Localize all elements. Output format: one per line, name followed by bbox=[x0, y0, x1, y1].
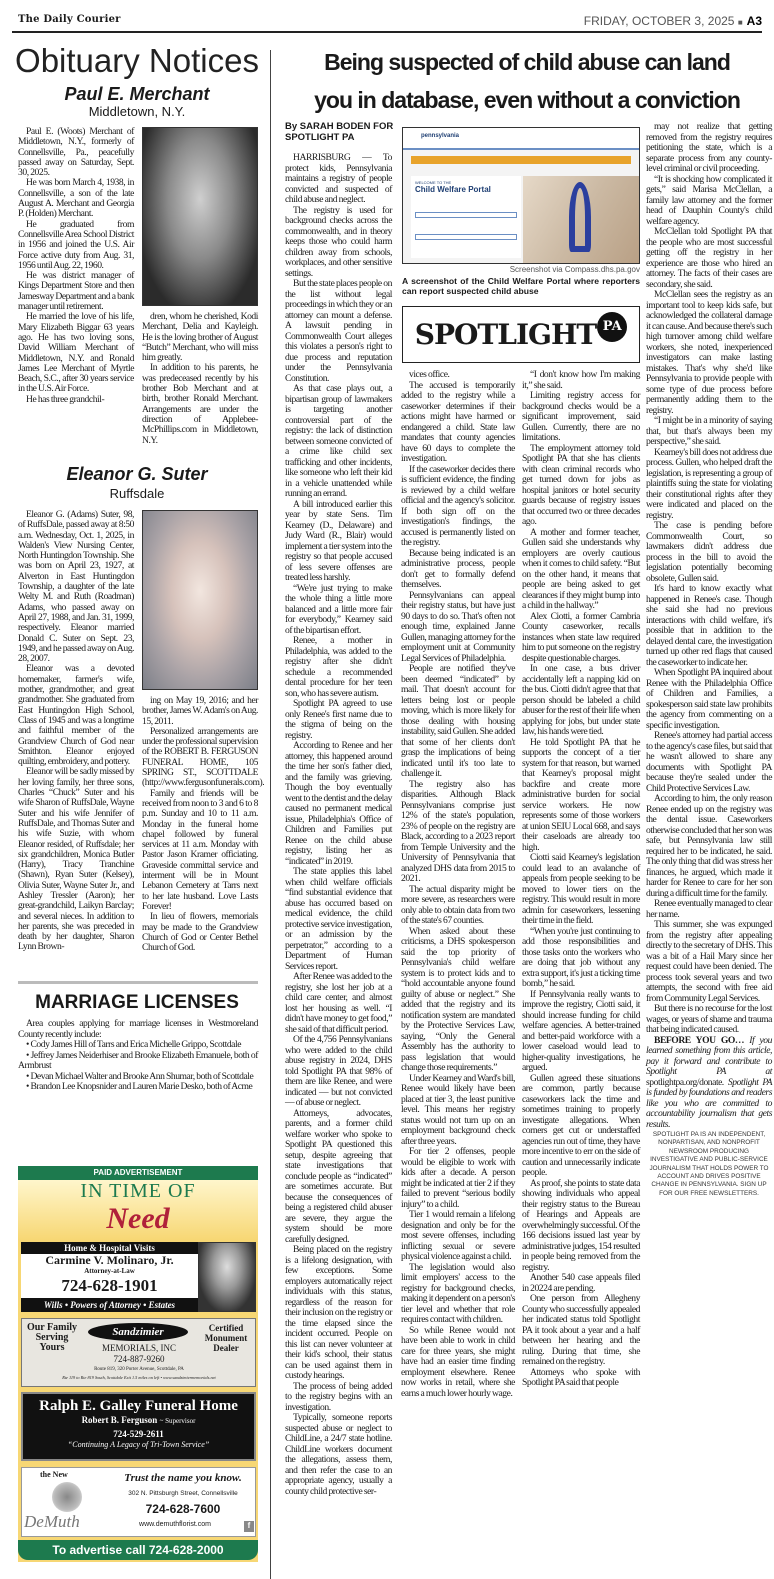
paragraph: After Renee was added to the registry, she lost her job at a child care center, and almost lost her housing as well. “I didn't have money to get food,” she said of that difficult period. bbox=[285, 971, 392, 1035]
portal-screenshot bbox=[402, 127, 640, 264]
paragraph: The case is pending before Commonwealth Court, so lawmakers didn't address due process in the bill to avoid the legislation potentially becoming obsolete, Gullen said. bbox=[646, 520, 772, 584]
logo-text: SPOTLIGHT bbox=[414, 317, 597, 351]
paragraph: Kearney's bill does not address due process. Gullen, who helped draft the legislation, is representing a group of plaintiffs suing the state for violating their constitutional rights after they were indicated and placed on the registry. bbox=[646, 446, 772, 521]
paragraph: The legislation would also limit employers' access to the registry for background checks, making it dependent on a person's tier level and whether that role requires contact with children. bbox=[401, 1261, 515, 1325]
obituary-name: Paul E. Merchant bbox=[64, 84, 210, 104]
article-headline bbox=[282, 42, 772, 82]
facebook-icon[interactable]: f bbox=[244, 1521, 254, 1532]
ad-supervisor-title: ~ Supervisor bbox=[159, 1417, 196, 1425]
spotlight-pa-logo bbox=[402, 306, 640, 363]
byline-line: By SARAH BODEN FOR bbox=[285, 121, 394, 132]
article-column-4 bbox=[646, 122, 772, 1198]
paragraph: Attorneys, advocates, parents, and a former child welfare worker who spoke to Spotlight PA questioned this setup, despite agreeing that state investigations that conclude people as “indicated” are sometimes accurate. But because the consequences of being a registered child abuser are severe, they argue the system should be more carefully designed. bbox=[285, 1107, 392, 1245]
paid-ad-banner: PAID ADVERTISEMENT bbox=[18, 1166, 258, 1180]
ad-tag: Home & Hospital Visits bbox=[21, 1242, 198, 1254]
paragraph: McClellan sees the registry as an important tool to keep kids safe, but acknowledged the collateral damage it can cause. And because there's such high turnover among child welfare workers, she noted, inexperienced investigators can make lasting mistakes. That's why she'd like Pennsylvania to provide people with some type of due process before permanently adding them to the registry. bbox=[646, 289, 772, 416]
in-time-of-need-banner bbox=[18, 1180, 258, 1240]
paragraph: The employment attorney told Spotlight PA that she has clients with clean criminal records who get turned down for jobs as hospital janitors or hotel security guards because of registry issues that occurred two or three decades ago. bbox=[522, 442, 640, 527]
ad-address: 302 N. Pittsburgh Street, Connellsville bbox=[128, 1490, 238, 1497]
obituary-place: Middletown, N.Y. bbox=[88, 104, 186, 119]
paragraph: Under Kearney and Ward's bill, Renee would likely have been placed at tier 3, the least punitive level. This means her registry status would not turn up on an employment background check after three years. bbox=[401, 1072, 515, 1147]
banner-title: IN TIME OF bbox=[80, 1180, 196, 1202]
ad-right-text: Certified Monument Dealer bbox=[204, 1323, 248, 1353]
portal-login-button bbox=[415, 212, 517, 218]
banner-script: Need bbox=[106, 1202, 170, 1235]
flower-icon bbox=[52, 1482, 82, 1512]
paragraph: ing on May 19, 2016; and her brother, James W. Adam's on Aug. 15, 2011. bbox=[142, 695, 258, 727]
paragraph: People are notified they've been deemed “indicated” by mail. That doesn't account for letters being lost or people moving, which is more likely for those dealing with housing instability, said Gullen. She added that some of her clients don't grasp the implications of being indicated until it's too late to challenge it. bbox=[401, 663, 515, 779]
paragraph: The state applies this label when child welfare officials “find substantial evidence that abuse has occurred based on medical evidence, the child protective service investigation, or an admission by the perpetrator,” according to a Department of Human Services report. bbox=[285, 866, 392, 972]
obituary-text bbox=[18, 510, 134, 953]
paragraph: The accused is temporarily added to the registry while a caseworker determines if their actions might have harmed or endangered a child. State law mandates that county agencies have 60 days to complete the investigation. bbox=[401, 379, 515, 464]
paragraph: Personalized arrangements are under the professional supervision of the ROBERT B. FERGUSON FUNERAL HOME, 105 SPRING ST., SCOTTDALE (http://www.fergusonfunerals.com). bbox=[142, 725, 265, 789]
portal-org-button bbox=[415, 234, 517, 240]
image-caption: A screenshot of the Child Welfare Portal where reporters can report suspected child abuse bbox=[402, 276, 640, 296]
paragraph: As proof, she points to state data showing individuals who appeal their registry status to the Bureau of Hearings and Appeals are overwhelmingly successful. Of the 166 decisions issued last year by administrative judges, 154 resulted in people being removed from the registry. bbox=[522, 1177, 640, 1273]
ad-phone: 724-628-7600 bbox=[145, 1502, 221, 1516]
paragraph: Spotlight PA agreed to use only Renee's first name due to the stigma of being on the registry. bbox=[285, 698, 392, 741]
paragraph: For tier 2 offenses, people would be eligible to work with kids after a decade. A person might be indicated at tier 2 if they failed to prevent “serious bodily injury” to a child. bbox=[401, 1146, 515, 1210]
page-number: A3 bbox=[746, 14, 762, 28]
paragraph: Gullen agreed these situations are common, partly because caseworkers lack the time and sometimes training to properly investigate allegations. When corners get cut or understaffed agencies run out of time, they have more incentive to err on the side of caution and unnecessarily indicate people. bbox=[522, 1072, 640, 1178]
newspaper-masthead: The Daily Courier bbox=[18, 14, 121, 25]
byline bbox=[285, 122, 395, 143]
paragraph: Pennsylvanians can appeal their registry status, but have just 90 days to do so. That's often not enough time, explained Janne Gullen, managing attorney for the employment unit at Community Legal Services of Philadelphia. bbox=[401, 589, 515, 664]
obituary-place: Ruffsdale bbox=[109, 486, 165, 501]
paragraph: Renee, a mother in Philadelphia, was added to the registry after she didn't schedule a recommended dental procedure for her teen son, who has severe autism. bbox=[285, 635, 392, 699]
ad-slogan: “Continuing A Legacy of Tri-Town Service” bbox=[67, 1440, 210, 1449]
paragraph: According to Renee and her attorney, this happened around the time her son's father died, and the family was grieving. Though the boy eventually went to the dentist and the delay caused no permanent medical issue, Philadelphia's Office of Children and Families put Renee on the child abuse registry, listing her as “indicated” in 2019. bbox=[285, 740, 392, 867]
paragraph: HARRISBURG — To protect kids, Pennsylvania maintains a registry of people convicted and suspected of child abuse and neglect. bbox=[285, 152, 392, 205]
ad-phone: 724-887-9260 bbox=[113, 1354, 165, 1364]
sandzimier-ad bbox=[21, 1318, 256, 1387]
paragraph: When Spotlight PA inquired about Renee with the Philadelphia Office of Children and Families, a spokesperson said state law prohibits the agency from commenting on a specific investigation. bbox=[646, 667, 772, 731]
demuth-ad bbox=[21, 1467, 256, 1537]
portal-title: Child Welfare Portal bbox=[415, 185, 491, 194]
article-column-1 bbox=[285, 153, 392, 1497]
paragraph: Family and friends will be received from noon to 3 and 6 to 8 p.m. Sunday and 10 to 11 a.m. Monday in the funeral home chapel followed by funeral services at 11 a.m. Monday with Pastor Jason Kramer officiating. Graveside committal service and interment will be in Mount Lebanon Cemetery at Tarrs next to her late husband. Love Lasts Forever! bbox=[142, 787, 258, 912]
portal-welcome: WELCOME TO THE bbox=[415, 180, 452, 185]
paragraph: “I don't know how I'm making it,” she said. bbox=[522, 369, 640, 391]
paragraph: When asked about these criticisms, a DHS spokesperson said the top priority of Pennsylvania's child welfare system is to protect kids and to “hold accountable anyone found guilty of abuse or neglect.” She added that the registry and its notification system are mandated by the Protective Services Law, saying, “Only the General Assembly has the authority to pass legislation that would change those requirements.” bbox=[401, 925, 515, 1073]
spotlight-tagline: SPOTLIGHT PA IS AN INDEPENDENT, NONPARTISAN, AND NONPROFIT NEWSROOM PRODUCING INVESTIGATIVE AND PUBLIC-SERVICE JOURNALISM THAT HOLDS POWER TO ACCOUNT AND DRIVES POSITIVE CHANGE IN PENNSYLVANIA. SIGN UP FOR OUR FREE NEWSLETTERS. bbox=[649, 1131, 769, 1197]
before-you-go-text: . Spotlight PA is funded by foundations and readers like you who are committed to accountability journalism that gets results. bbox=[646, 1076, 772, 1130]
ad-address: Route 819, 320 Porter Avenue, Scottdale, PA bbox=[94, 1367, 184, 1372]
paragraph: may not realize that getting removed from the registry requires petitioning the state, which is a separate process from any county-level criminal or civil proceeding. bbox=[646, 121, 772, 174]
donate-link[interactable]: spotlightpa.org/donate bbox=[646, 1076, 722, 1088]
paragraph: vices office. bbox=[409, 369, 450, 380]
paragraph: He told Spotlight PA that he supports the concept of a tier system for that reason, but warned that Kearney's proposal might backfire and create more administrative burden for social service workers. He now represents some of those workers at union SEIU Local 668, and says their caseloads are already too high. bbox=[522, 736, 640, 853]
paragraph: But there is no recourse for the lost wages, or years of shame and trauma that being indicated caused. bbox=[646, 1003, 772, 1035]
blue-ribbon-icon bbox=[569, 182, 591, 252]
paragraph: Eleanor G. (Adams) Suter, 98, of RuffsDale, passed away at 8:50 a.m. Wednesday, Oct. 1, 2025, in Walden's View Nursing Center, North Huntingdon Township. She was born on April 23, 1927, at Alverton in East Huntingdon Township, a daughter of the late Welty M. and Ruth (Roadman) Adams, who passed away on April 27, 1988, and Jan. 31, 1999, respectively. Eleanor married Donald C. Suter on Sept. 23, 1949, and he passed away on Aug. 28, 2007. bbox=[18, 509, 134, 665]
paragraph: He has three grandchil- bbox=[26, 393, 105, 405]
paragraph: It's hard to know exactly what happened in Renee's case. Though she said she had no previous interactions with child welfare, it's possible that in addition to the delayed dental care, the investigation turned up other red flags that caused the caseworker to indicate her. bbox=[646, 583, 772, 668]
paragraph: • Brandon Lee Knopsnider and Lauren Marie Desko, both of Acme bbox=[26, 1081, 253, 1092]
paragraph: Attorneys who spoke with Spotlight PA said that people bbox=[522, 1366, 640, 1388]
ad-phone: 724-529-2611 bbox=[113, 1429, 164, 1439]
article-column-2 bbox=[401, 370, 515, 1399]
obituary-text bbox=[142, 312, 258, 446]
paragraph: Renee's attorney had partial access to the agency's case files, but said that he wasn't allowed to share any documents with Spotlight PA because they're sealed under the Child Protective Services Law. bbox=[646, 730, 772, 794]
logo-badge: PA bbox=[597, 312, 627, 342]
attorney-photo bbox=[198, 1242, 256, 1312]
ad-slogan: Trust the name you know. bbox=[124, 1472, 242, 1484]
galley-ad bbox=[21, 1392, 256, 1461]
image-credit: Screenshot via Compass.dhs.pa.gov bbox=[509, 265, 640, 274]
paragraph: If Pennsylvania really wants to improve the registry, Ciotti said, it should increase funding for child welfare agencies. A better-trained and better-paid workforce with a lower caseload would lead to higher-quality investigations, he argued. bbox=[522, 988, 640, 1073]
obituary-photo-eleanor bbox=[142, 510, 258, 690]
paragraph: In addition to his parents, he was predeceased recently by his brother Bob Merchant and at birth, brother Ronald Merchant. Arrangements are under the direction of Applebee-McPhillips.com in Middletown, N.Y. bbox=[142, 362, 258, 446]
ad-services: Wills • Powers of Attorney • Estates bbox=[21, 1298, 198, 1312]
paragraph: This summer, she was expunged from the registry after appealing directly to the secretary of DHS. This was a bit of a Hail Mary since her request could have been denied. The process took several years and two attempts, the second with free aid from Community Legal Services. bbox=[646, 919, 772, 1004]
paragraph: Ciotti said Kearney's legislation could lead to an avalanche of appeals from people seeking to be moved to lower tiers on the registry. This would result in more admin for caseworkers, lessening their time in the field. bbox=[522, 852, 640, 926]
paragraph: The registry also has disparities. Although Black Pennsylvanians comprise just 12% of the state's population, 23% of people on the registry are Black, according to a 2023 report from Temple University and the University of Pennsylvania that analyzed DHS data from 2015 to 2021. bbox=[401, 778, 515, 884]
paragraph: Because being indicated is an administrative process, people don't get to formally defend themselves. bbox=[401, 547, 515, 590]
obituary-name: Eleanor G. Suter bbox=[66, 464, 208, 484]
paragraph: He was district manager of Kings Department Store and then Jamesway Department and a bank manager until retirement. bbox=[18, 270, 134, 313]
paragraph: Being placed on the registry is a lifelong designation, with few exceptions. Some employers automatically reject individuals with this status, regardless of the reason for their inclusion on the registry or the time elapsed since the incident occurred. People on this list can never volunteer at their kid's school, their status can be used against them in custody hearings. bbox=[285, 1244, 392, 1381]
paragraph: According to him, the only reason Renee ended up on the registry was the dental issue. Caseworkers otherwise concluded that her son was safe, but Pennsylvania law still required her to be indicated, he said. The only thing that did was stress her finances, he argued, which made it harder for Renee to care for her son during a difficult time for the family. bbox=[646, 793, 772, 899]
paragraph: Renee eventually managed to clear her name. bbox=[646, 898, 772, 920]
portal-welcome-card bbox=[411, 176, 521, 258]
headline-line: Being suspected of child abuse can land bbox=[324, 49, 730, 75]
paragraph: Of the 4,756 Pennsylvanians who were added to the child abuse registry in 2024, DHS told Spotlight PA that 98% of them are like Renee, and were indicated — but not convicted — of abuse or neglect. bbox=[285, 1034, 392, 1108]
paragraph: Paul E. (Woots) Merchant of Middletown, N.Y., formerly of Connellsville, Pa., peacefully passed away on Saturday, Sept. 30, 2025. bbox=[18, 126, 134, 179]
ad-the-new: the New bbox=[40, 1470, 68, 1479]
ad-website[interactable]: www.demuthflorist.com bbox=[139, 1521, 211, 1528]
paragraph: “We're just trying to make the whole thing a little more balanced and a little more fair for everybody,” Kearney said of the bipartisan effort. bbox=[285, 582, 392, 636]
paragraph: One person from Allegheny County who successfully appealed her indicated status told Spotlight PA it took about a year and a half between her hearing and the ruling. During that time, she remained on the registry. bbox=[522, 1293, 640, 1367]
paragraph: He married the love of his life, Mary Elizabeth Biggar 63 years ago. He has two loving sons, David William Merchant of Middletown, N.Y. and Ronald James Lee Merchant of Myrtle Beach, S.C., after 30 years service in the U.S. Air Force. bbox=[18, 311, 134, 395]
paragraph: In one case, a bus driver accidentally left a napping kid on the bus. Ciotti didn't agree that that person should be labeled a child abuser for the rest of their life when applying for jobs, but under state law, his hands were tied. bbox=[522, 663, 640, 737]
paragraph: McClellan told Spotlight PA that the people who are most successful getting off the registry in her experience are those who hired an attorney. The facts of their cases are secondary, she said. bbox=[646, 226, 772, 290]
paragraph: The process of being added to the registry begins with an investigation. bbox=[285, 1380, 392, 1413]
demuth-logo: DeMuth bbox=[24, 1512, 80, 1531]
paragraph: • Jeffrey James Neiderhiser and Brooke Elizabeth Emanuele, both of Armbrust bbox=[18, 1049, 258, 1071]
article-column-3 bbox=[522, 370, 640, 1389]
paragraph: In lieu of flowers, memorials may be made to the Grandview Church of God or Center Bethel Church of God. bbox=[142, 911, 258, 954]
article-headline bbox=[282, 80, 772, 120]
paragraph: As that case plays out, a bipartisan group of lawmakers is targeting another controversial part of the registry: the lack of distinction between someone convicted of a crime like child sex trafficking and other incidents, like someone who left their kid in a vehicle unattended while running an errand. bbox=[285, 383, 392, 499]
issue-date: FRIDAY, OCTOBER 3, 2025 bbox=[583, 14, 735, 28]
paragraph: A mother and former teacher, Gullen said she understands why employers are overly cautious when it comes to child safety. “But on the other hand, it means that people are being asked to get clearances if they might bump into a child in the hallway.” bbox=[522, 526, 640, 611]
paragraph: Eleanor will be sadly missed by her loving family, her three sons, Charles “Chuck” Suter and his wife Sharon of RuffsDale, Wayne Suter and his wife Jennifer of RuffsDale, and Thomas Suter and his wife Suzie, with whom Eleanor resided, of Ruffsdale; her six grandchildren, Monica Butler (Harry), Tracy Tranchine (Shawn), Ryan Suter (Kelsey), Olivia Suter, Wayne Suter Jr., and Ashley Tressler (Aaron); her great-grandchild, Laikyn Barclay; and several nieces. In addition to her parents, she was preceded in death by her daughter, Sharon Lynn Brown- bbox=[18, 766, 134, 953]
paragraph: “When you're just continuing to add those responsibilities and those tasks onto the workers who are doing that job without any extra support, it's just a ticking time bomb,” he said. bbox=[522, 925, 640, 989]
paragraph: “It is shocking how complicated it gets,” said Marisa McClellan, a family law attorney and the former head of Dauphin County's child welfare agency. bbox=[646, 173, 772, 227]
ad-supervisor: Robert B. Ferguson bbox=[81, 1415, 158, 1425]
obituary-text bbox=[18, 127, 134, 405]
paragraph: The actual disparity might be more severe, as researchers were only able to obtain data from two of the state's 67 counties. bbox=[401, 883, 515, 926]
paragraph: dren, whom he cherished, Kodi Merchant, Delia and Kayleigh. He is the loving brother of August “Butch” Merchant, who will miss him greatly. bbox=[142, 311, 258, 364]
paragraph: Tier 1 would remain a lifelong designation and only be for the most severe offenses, including inflicting sexual or severe physical violence against a child. bbox=[401, 1209, 515, 1262]
ad-phone: 724-628-1901 bbox=[61, 1276, 158, 1295]
paragraph: Typically, someone reports suspected abuse or neglect to ChildLine, a 24/7 state hotline. ChildLine workers document the allegations, assess them, and then refer the case to an appropriate agency, usually a county child protective ser- bbox=[285, 1412, 392, 1497]
ad-directions: Rte 119 to Rte 819 South, Scottdale Exit 1.5 miles on left • www.sandzimiermemorials.net bbox=[62, 1375, 216, 1380]
portal-alert bbox=[411, 156, 631, 164]
ad-name: Carmine V. Molinaro, Jr. bbox=[45, 1253, 174, 1267]
paragraph: If the caseworker decides there is sufficient evidence, the finding is reviewed by a child welfare official and the agency's solicitor. If both sign off on the investigation's findings, the accused is permanently listed on the registry. bbox=[401, 463, 515, 548]
ad-sub: MEMORIALS, INC bbox=[101, 1343, 176, 1353]
molinaro-ad bbox=[21, 1254, 198, 1298]
headline-line: you in database, even without a conviction bbox=[314, 87, 740, 113]
paragraph: So while Renee would not have been able to work in child care for three years, she might have had an easier time finding employment elsewhere. Renee now works in retail, where she earns a much lower hourly wage. bbox=[401, 1324, 515, 1399]
portal-brand: pennsylvania bbox=[403, 128, 639, 150]
portal-hero-image bbox=[523, 176, 640, 264]
paragraph: He graduated from Connellsville Area School District in 1956 and joined the U.S. Air Force active duty from Aug. 31, 1956 until Aug. 22, 1960. bbox=[18, 218, 134, 271]
byline-line: SPOTLIGHT PA bbox=[285, 131, 355, 143]
obituary-text bbox=[142, 695, 265, 954]
column-divider bbox=[270, 50, 271, 1579]
paragraph: Another 540 case appeals filed in 20224 are pending. bbox=[522, 1272, 640, 1294]
paragraph: Area couples applying for marriage licenses in Westmoreland County recently include: bbox=[18, 1018, 258, 1040]
sandzimier-logo: Sandzimier bbox=[88, 1323, 188, 1341]
ad-left-text: Our Family Serving Yours bbox=[26, 1322, 78, 1353]
ad-name: Ralph E. Galley Funeral Home bbox=[39, 1398, 238, 1414]
paragraph: • Devan Michael Walter and Brooke Ann Shumar, both of Scottdale bbox=[26, 1070, 254, 1082]
header-rule bbox=[12, 31, 762, 33]
before-you-go-lead: BEFORE YOU GO… bbox=[654, 1034, 745, 1046]
article-text bbox=[646, 122, 772, 1036]
paragraph: The registry is used for background checks across the commonwealth, and in theory keeps those who could harm children away from schools, workplaces, and other sensitive settings. bbox=[285, 204, 392, 279]
paragraph: Alex Ciotti, a former Cambria County caseworker, recalls instances when state law required him to put someone on the registry despite questionable charges. bbox=[522, 610, 640, 664]
obituary-section-title: Obituary Notices bbox=[15, 42, 259, 79]
marriage-licenses-title: MARRIAGE LICENSES bbox=[35, 992, 239, 1013]
paragraph: “I might be in a minority of saying that, but that's always been my perspective,” she said. bbox=[646, 415, 772, 447]
paragraph: • Cody James Hill of Tarrs and Erica Michelle Grippo, Scottdale bbox=[26, 1039, 242, 1050]
paragraph: A bill introduced earlier this year by state Sens. Tim Kearney (D., Delaware) and Judy Ward (R., Blair) would implement a tier system into the registry so that people accused of less severe offenses are treated less harshly. bbox=[285, 498, 392, 583]
advertise-footer: To advertise call 724-628-2000 bbox=[18, 1540, 258, 1560]
before-you-go bbox=[646, 1036, 772, 1131]
paragraph: Eleanor was a devoted homemaker, farmer's wife, mother, grandmother, and great grandmother. She graduated from East Huntingdon High School, Class of 1945 and was a longtime and faithful member of the Grandview Church of God near Smithton. Eleanor enjoyed quilting, embroidery, and pottery. bbox=[18, 663, 134, 768]
paragraph: Limiting registry access for background checks would be a significant improvement, said Gullen. Currently, there are no limitations. bbox=[522, 390, 640, 443]
paragraph: He was born March 4, 1938, in Connellsville, a son of the late August A. Merchant and Georgia P. (Holden) Merchant. bbox=[18, 177, 134, 220]
dateline: FRIDAY, OCTOBER 3, 2025 ■ A3 bbox=[583, 14, 762, 28]
ad-role: Attorney-at-Law bbox=[84, 1267, 135, 1275]
paragraph: But the state places people on the list without legal proceedings in which they or an attorney can mount a defense. A lawsuit pending in Commonwealth Court alleges this violates a person's right to due process and reputation under the Pennsylvania Constitution. bbox=[285, 278, 392, 384]
divider bbox=[18, 981, 258, 984]
before-you-go-text: If you learned something from this article, pay it forward and contribute to Spotlight PA at bbox=[646, 1034, 772, 1077]
marriage-licenses-list bbox=[18, 1019, 258, 1093]
obituary-photo-paul bbox=[142, 127, 258, 306]
